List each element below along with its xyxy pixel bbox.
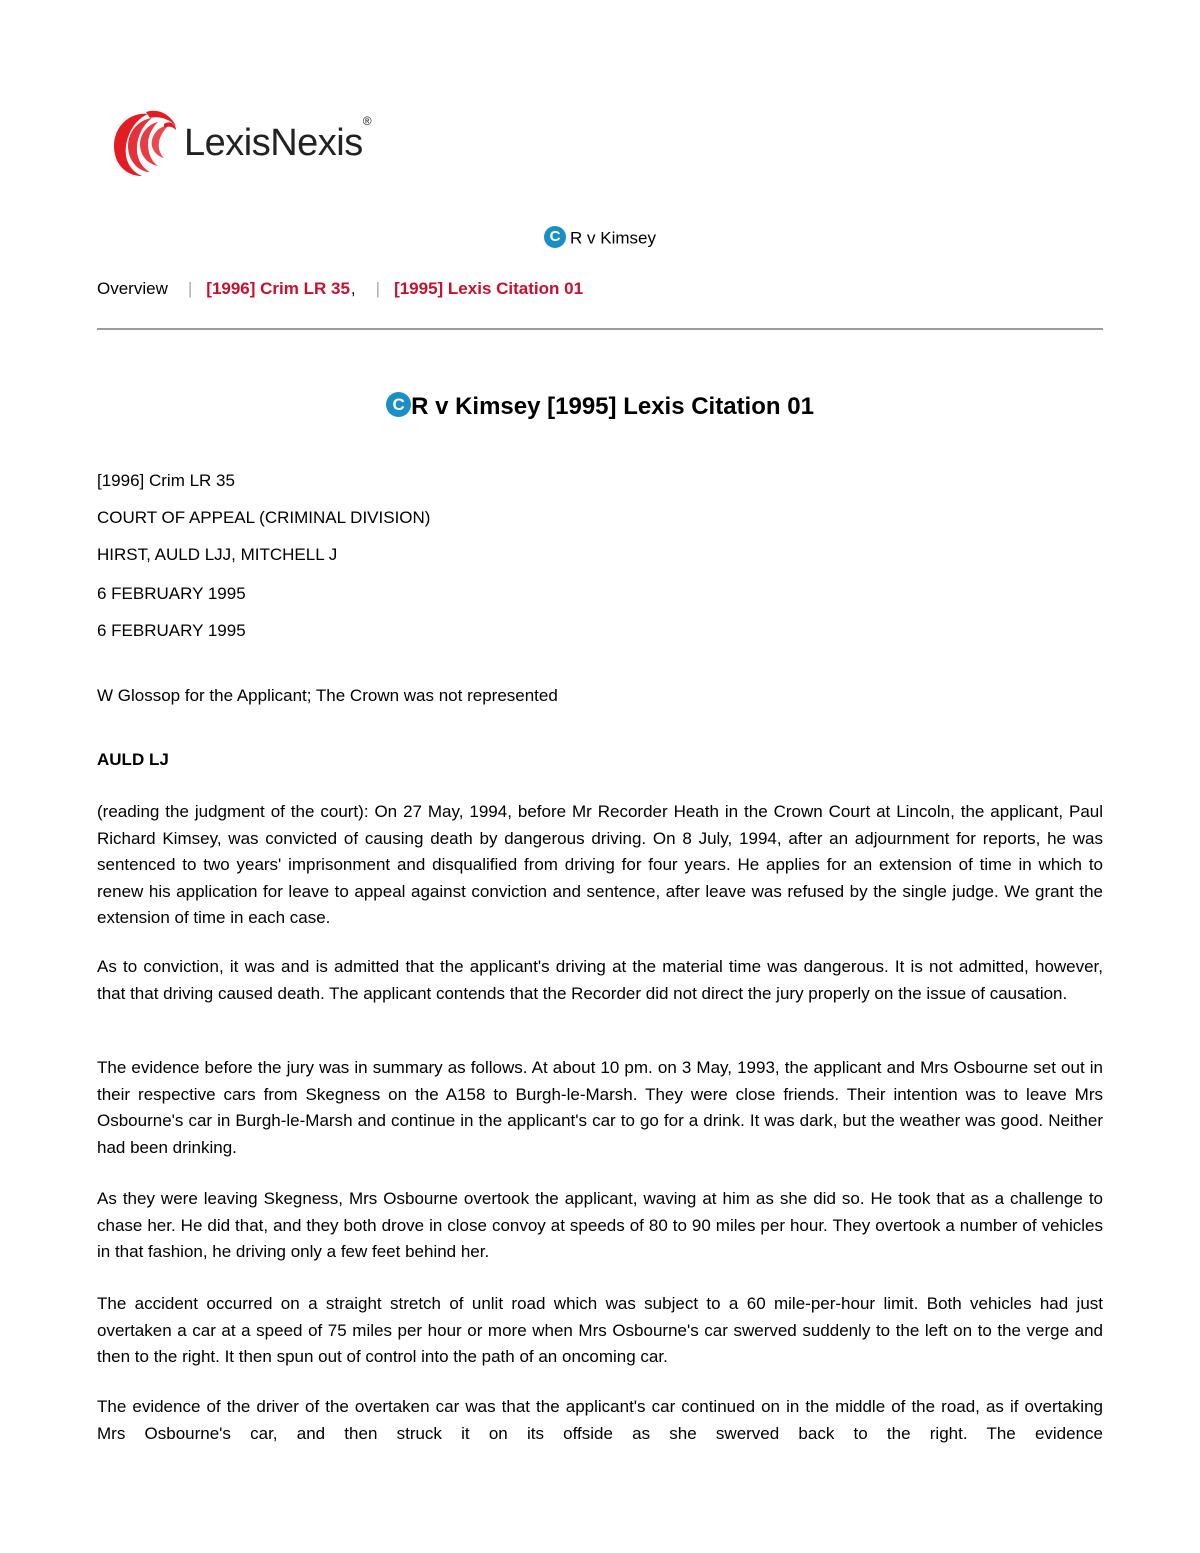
document-title-text: R v Kimsey [570, 228, 656, 248]
nav-link-crim-lr[interactable]: [1996] Crim LR 35 [206, 279, 350, 298]
counsel: W Glossop for the Applicant; The Crown was not represented [97, 686, 558, 705]
judgment-date: 6 FEBRUARY 1995 [97, 584, 246, 603]
nav-separator: | [375, 279, 381, 298]
judgment-author: AULD LJ [97, 750, 169, 769]
case-heading-text: R v Kimsey [1995] Lexis Citation 01 [411, 393, 814, 420]
nav-separator: | [187, 279, 193, 298]
document-title [0, 228, 1200, 250]
nav-comma: , [350, 279, 356, 298]
lexisnexis-swirl-logo-icon [106, 106, 178, 180]
c-citation-icon: C [544, 226, 566, 248]
logo-wordmark: LexisNexis® [184, 114, 372, 164]
divider [97, 328, 1103, 330]
nav-link-lexis-citation[interactable]: [1995] Lexis Citation 01 [394, 279, 584, 298]
citation-nav [97, 279, 583, 299]
judgment-date: 6 FEBRUARY 1995 [97, 621, 246, 640]
report-citation: [1996] Crim LR 35 [97, 471, 235, 490]
court-name: COURT OF APPEAL (CRIMINAL DIVISION) [97, 508, 431, 527]
judgment-paragraph: The evidence of the driver of the overtaken car was that the applicant's car continued on in the middle of the road, as if overtaking Mrs Osbourne's car, and then struck it on its offside as she swerved back to the right. The evidence [97, 1397, 1103, 1443]
judges: HIRST, AULD LJJ, MITCHELL J [97, 545, 338, 564]
judgment-paragraph: (reading the judgment of the court): On 27 May, 1994, before Mr Recorder Heath in the Crown Court at Lincoln, the applicant, Paul Richard Kimsey, was convicted of causing death by dangerous driving. On 8 July, 1994, after an adjournment for reports, he was sentenced to two years' imprisonment and disqualified from driving for four years. He applies for an extension of time in which to renew his application for leave to appeal against conviction and sentence, after leave was refused by the single judge. We grant the extension of time in each case. [97, 802, 1103, 927]
case-heading [0, 393, 1200, 421]
judgment-paragraph: As to conviction, it was and is admitted that the applicant's driving at the material time was dangerous. It is not admitted, however, that that driving caused death. The applicant contends that the Recorder did not direct the jury properly on the issue of causation. [97, 957, 1103, 1003]
lexisnexis-logo [106, 106, 396, 180]
c-citation-icon: C [386, 392, 411, 417]
judgment-paragraph: As they were leaving Skegness, Mrs Osbourne overtook the applicant, waving at him as she did so. He took that as a challenge to chase her. He did that, and they both drove in close convoy at speeds of 80 to 90 miles per hour. They overtook a number of vehicles in that fashion, he driving only a few feet behind her. [97, 1189, 1103, 1261]
judgment-paragraph: The accident occurred on a straight stretch of unlit road which was subject to a 60 mile-per-hour limit. Both vehicles had just overtaken a car at a speed of 75 miles per hour or more when Mrs Osbourne's car swerved suddenly to the left on to the verge and then to the right. It then spun out of control into the path of an oncoming car. [97, 1294, 1103, 1366]
judgment-paragraph: The evidence before the jury was in summary as follows. At about 10 pm. on 3 May, 1993, the applicant and Mrs Osbourne set out in their respective cars from Skegness on the A158 to Burgh-le-Marsh. They were close friends. Their intention was to leave Mrs Osbourne's car in Burgh-le-Marsh and continue in the applicant's car to go for a drink. It was dark, but the weather was good. Neither had been drinking. [97, 1058, 1103, 1157]
nav-overview[interactable]: Overview [97, 279, 168, 298]
